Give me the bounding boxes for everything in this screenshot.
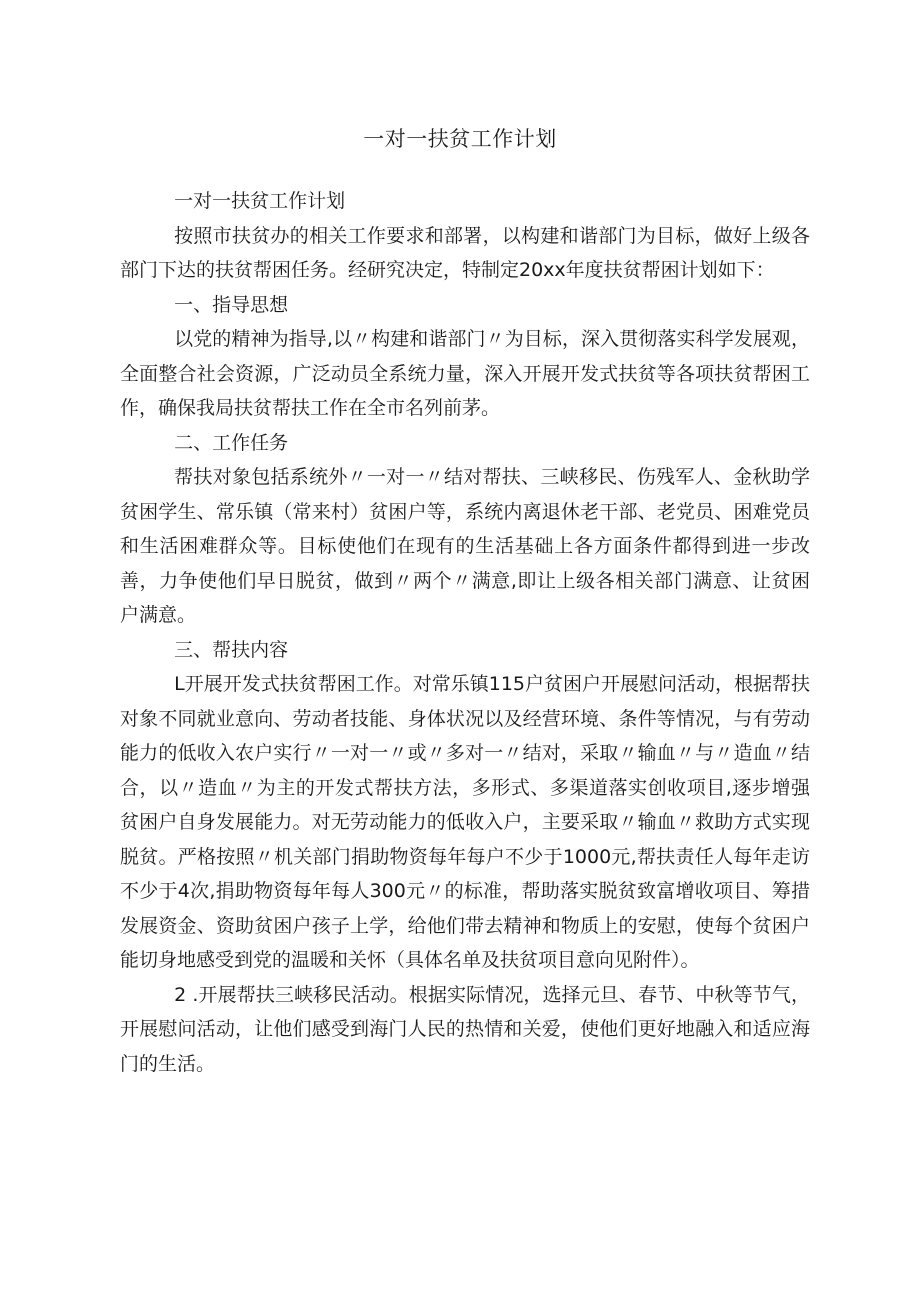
section-heading-guiding-ideology: 一、指导思想 (174, 293, 289, 316)
assistance-item-1-paragraph: L开展开发式扶贫帮困工作。对常乐镇115户贫困户开展慰问活动，根据帮扶对象不同就业意向、劳动者技能、身体状况以及经营环境、条件等情况，与有劳动能力的低收入农户实行〃一对一〃或〃多对一〃结对，采取〃输血〃与〃造血〃结合，以〃造血〃为主的开发式帮扶方法，多形式、多渠道落实创收项目,逐步增强贫困户自身发展能力。对无劳动能力的低收入户，主要采取〃输血〃救助方式实现脱贫。严格按照〃机关部门捐助物资每年每户不少于1000元,帮扶责任人每年走访不少于4次,捐助物资每年每人300元〃的标准，帮助落实脱贫致富增收项目、筹措发展资金、资助贫困户孩子上学，给他们带去精神和物质上的安慰，使每个贫困户能切身地感受到党的温暖和关怀（具体名单及扶贫项目意向见附件）。 (120, 673, 810, 971)
section-heading-work-tasks: 二、工作任务 (174, 431, 289, 454)
section-heading-assistance-content: 三、帮扶内容 (174, 638, 289, 661)
work-tasks-paragraph: 帮扶对象包括系统外〃一对一〃结对帮扶、三峡移民、伤残军人、金秋助学贫困学生、常乐镇（常来村）贫困户等，系统内离退休老干部、老党员、困难党员和生活困难群众等。目标使他们在现有的生活基础上各方面条件都得到进一步改善，力争使他们早日脱贫，做到〃两个〃满意,即让上级各相关部门满意、让贫困户满意。 (120, 466, 810, 626)
intro-paragraph: 按照市扶贫办的相关工作要求和部署，以构建和谐部门为目标，做好上级各部门下达的扶贫帮困任务。经研究决定，特制定20xx年度扶贫帮困计划如下： (120, 224, 810, 281)
guiding-ideology-paragraph: 以党的精神为指导,以〃构建和谐部门〃为目标，深入贯彻落实科学发展观，全面整合社会资源，广泛动员全系统力量，深入开展开发式扶贫等各项扶贫帮困工作，确保我局扶贫帮扶工作在全市名列前茅。 (120, 328, 810, 419)
assistance-item-2-paragraph: 2 .开展帮扶三峡移民活动。根据实际情况，选择元旦、春节、中秋等节气，开展慰问活动，让他们感受到海门人民的热情和关爱，使他们更好地融入和适应海门的生活。 (120, 983, 810, 1075)
subtitle-paragraph: 一对一扶贫工作计划 (174, 190, 346, 212)
document-title: 一对一扶贫工作计划 (363, 127, 557, 151)
document-body (120, 184, 810, 1081)
